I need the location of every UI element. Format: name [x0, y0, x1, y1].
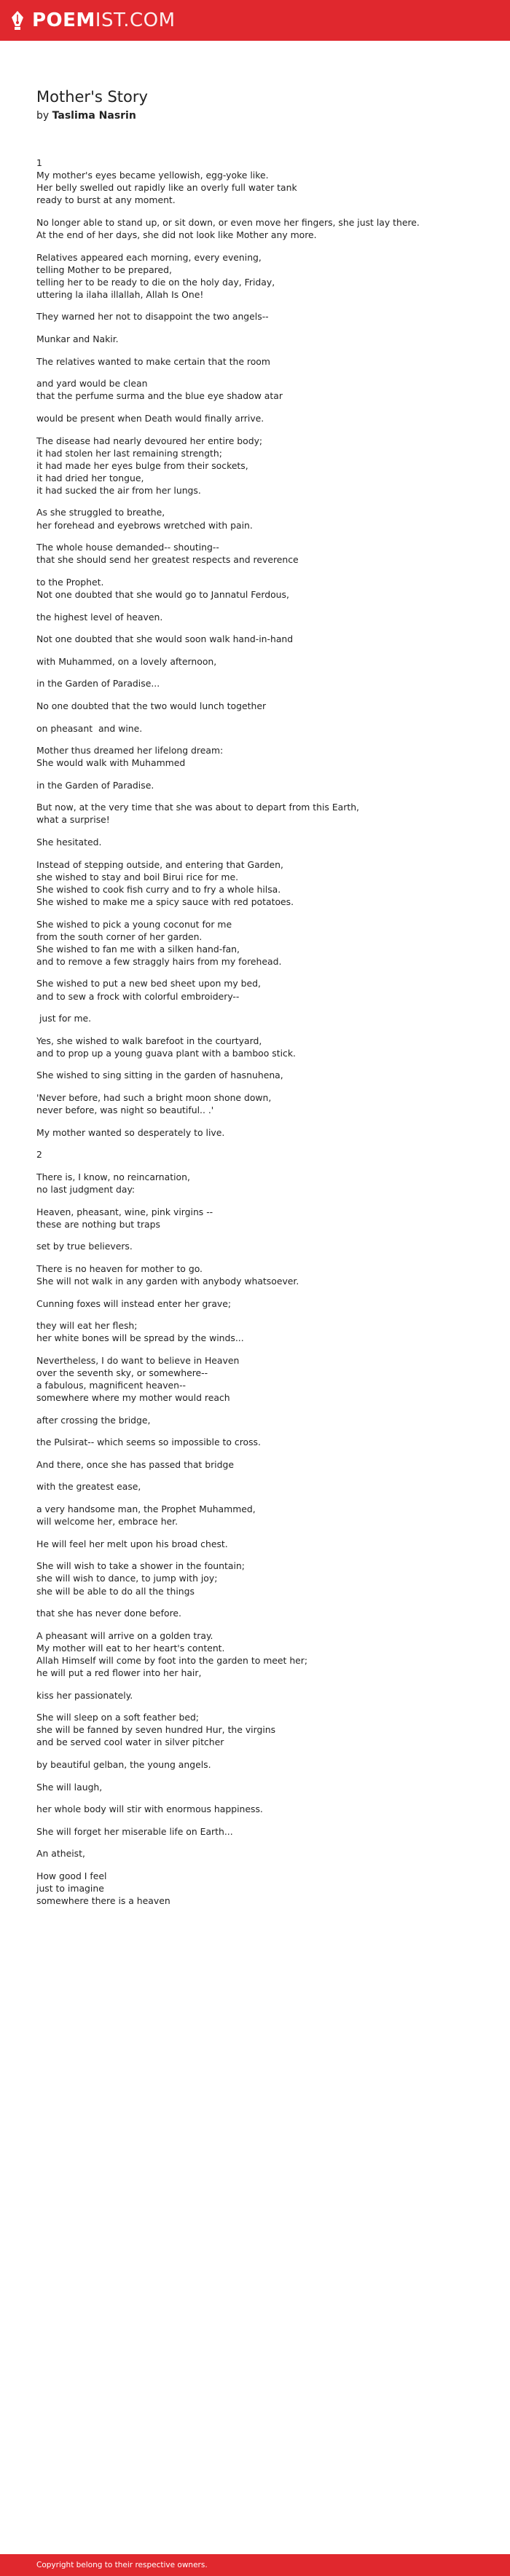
- poem-line: her forehead and eyebrows wretched with pain.: [36, 519, 253, 531]
- poem-line: There is no heaven for mother to go.: [36, 1263, 203, 1274]
- poem-stanza: [36, 1012, 474, 1024]
- logo-light-text: IST.COM: [95, 9, 176, 31]
- poem-line: She wished to cook fish curry and to fry a whole hilsa.: [36, 883, 281, 895]
- poem-line: that she has never done before.: [36, 1608, 181, 1619]
- byline-prefix: by: [36, 110, 50, 122]
- poem-line: never before, was night so beautiful.. .': [36, 1105, 214, 1116]
- poem-stanza: [36, 251, 474, 301]
- poem-stanza: [36, 1263, 474, 1287]
- poem-stanza: [36, 744, 474, 769]
- poem-line: on pheasant and wine.: [36, 722, 143, 734]
- poem-line: Cunning foxes will instead enter her grave;: [36, 1297, 232, 1309]
- poem-stanza: [36, 1297, 474, 1310]
- poem-stanza: [36, 1436, 474, 1448]
- poem-line: But now, at the very time that she was about to depart from this Earth,: [36, 802, 359, 813]
- poem-line: will welcome her, embrace her.: [36, 1516, 178, 1528]
- poem-stanza: [36, 858, 474, 908]
- poem-line: over the seventh sky, or somewhere--: [36, 1367, 208, 1378]
- poem-title: Mother's Story: [36, 88, 148, 106]
- poem-line: She will wish to take a shower in the fountain;: [36, 1560, 245, 1572]
- poem-stanza: [36, 1607, 474, 1619]
- poem-stanza: [36, 1689, 474, 1702]
- poem-line: with Muhammed, on a lovely afternoon,: [36, 655, 217, 667]
- poem-line: she will be able to do all the things: [36, 1585, 195, 1597]
- poem-line: just to imagine: [36, 1883, 104, 1894]
- poem-line: Instead of stepping outside, and entering that Garden,: [36, 858, 283, 870]
- poem-stanza: [36, 1319, 474, 1344]
- poem-stanza: [36, 1148, 474, 1161]
- poem-line: My mother will eat to her heart's content.: [36, 1642, 225, 1654]
- poem-stanza: [36, 1035, 474, 1059]
- poem-stanza: [36, 541, 474, 566]
- poem-line: it had made her eyes bulge from their sockets,: [36, 459, 248, 471]
- poem-stanza: [36, 655, 474, 668]
- poem-line: would be present when Death would finally arrive.: [36, 412, 264, 424]
- poem-stanza: [36, 722, 474, 735]
- poem-line: An atheist,: [36, 1848, 85, 1860]
- poem-stanza: [36, 1711, 474, 1748]
- poem-stanza: [36, 1781, 474, 1793]
- poem-stanza: [36, 633, 474, 645]
- poem-line: How good I feel: [36, 1870, 107, 1881]
- poem-line: no last judgment day:: [36, 1183, 136, 1195]
- poem-line: that the perfume surma and the blue eye shadow atar: [36, 390, 283, 402]
- poem-line: somewhere where my mother would reach: [36, 1392, 230, 1404]
- logo-wordmark: [32, 9, 176, 32]
- poem-line: and to sew a frock with colorful embroidery--: [36, 990, 240, 1002]
- author-link[interactable]: Taslima Nasrin: [52, 110, 136, 122]
- poem-line: it had sucked the air from her lungs.: [36, 484, 201, 496]
- poem-line: to the Prophet.: [36, 576, 104, 588]
- poem-line: kiss her passionately.: [36, 1689, 133, 1701]
- poem-line: telling her to be ready to die on the holy day, Friday,: [36, 276, 275, 288]
- poem-line: She wished to make me a spicy sauce with red potatoes.: [36, 896, 294, 907]
- poem-line: a fabulous, magnificent heaven--: [36, 1379, 186, 1391]
- poem-line: She would walk with Muhammed: [36, 757, 186, 769]
- poem-line: Not one doubted that she would go to Jannatul Ferdous,: [36, 588, 289, 600]
- poem-stanza: [36, 700, 474, 712]
- poem-stanza: [36, 1538, 474, 1550]
- poem-stanza: [36, 1758, 474, 1771]
- poem-line: uttering la ilaha illallah, Allah Is One!: [36, 288, 204, 300]
- poem-line: Nevertheless, I do want to believe in Heaven: [36, 1354, 240, 1366]
- poem-line: No one doubted that the two would lunch together: [36, 700, 267, 711]
- poem-line: what a surprise!: [36, 814, 110, 826]
- poem-stanza: [36, 1480, 474, 1493]
- poem-stanza: [36, 310, 474, 323]
- poem-line: just for me.: [36, 1013, 92, 1024]
- poem-line: she will be fanned by seven hundred Hur, the virgins: [36, 1724, 276, 1736]
- poem-line: set by true believers.: [36, 1241, 133, 1252]
- poem-line: She wished to sing sitting in the garden of hasnuhena,: [36, 1070, 283, 1081]
- poem-stanza: [36, 611, 474, 623]
- site-footer: [0, 2554, 510, 2576]
- poem-stanza: [36, 377, 474, 402]
- poem-line: They warned her not to disappoint the two angels--: [36, 311, 269, 323]
- poem-line: She will laugh,: [36, 1781, 103, 1793]
- poem-line: with the greatest ease,: [36, 1481, 141, 1493]
- poem-line: in the Garden of Paradise.: [36, 779, 154, 791]
- pen-nib-icon: [10, 10, 25, 31]
- poem-stanza: [36, 355, 474, 368]
- poem-line: Allah Himself will come by foot into the garden to meet her;: [36, 1654, 308, 1666]
- poem-stanza: [36, 216, 474, 241]
- poem-stanza: [36, 1069, 474, 1081]
- site-header: [0, 0, 510, 41]
- poem-stanza: [36, 333, 474, 345]
- poem-line: from the south corner of her garden.: [36, 931, 203, 942]
- poem-line: As she struggled to breathe,: [36, 507, 165, 518]
- poem-line: she wished to stay and boil Birui rice for me.: [36, 871, 239, 882]
- poem-line: My mother wanted so desperately to live.: [36, 1126, 225, 1138]
- poem-stanza: [36, 1206, 474, 1230]
- poem-line: it had dried her tongue,: [36, 472, 144, 483]
- poem-line: he will put a red flower into her hair,: [36, 1667, 202, 1678]
- poem-stanza: [36, 1825, 474, 1838]
- poem-stanza: [36, 836, 474, 848]
- poem-line: her whole body will stir with enormous happiness.: [36, 1803, 263, 1815]
- poem-line: it had stolen her last remaining strength;: [36, 447, 222, 459]
- poem-line: a very handsome man, the Prophet Muhammed,: [36, 1504, 256, 1515]
- poem-line: the Pulsirat-- which seems so impossible to cross.: [36, 1437, 261, 1448]
- poem-stanza: [36, 1414, 474, 1426]
- poem-stanza: [36, 1503, 474, 1528]
- poem-line: 'Never before, had such a bright moon shone down,: [36, 1091, 272, 1103]
- poem-stanza: [36, 1847, 474, 1860]
- poem-stanza: [36, 576, 474, 601]
- poem-line: the highest level of heaven.: [36, 611, 163, 623]
- poem-stanza: [36, 1354, 474, 1404]
- poem-line: The whole house demanded-- shouting--: [36, 542, 219, 553]
- poem-line: She wished to pick a young coconut for me: [36, 918, 232, 930]
- poem-line: these are nothing but traps: [36, 1218, 160, 1230]
- poem-stanza: [36, 677, 474, 690]
- poem-line: And there, once she has passed that bridge: [36, 1458, 234, 1470]
- poem-line: 2: [36, 1149, 42, 1161]
- poem-line: and yard would be clean: [36, 378, 148, 390]
- poem-stanza: [36, 435, 474, 497]
- poem-line: He will feel her melt upon his broad chest.: [36, 1538, 228, 1549]
- poem-stanza: [36, 1240, 474, 1252]
- poem-line: and be served cool water in silver pitcher: [36, 1737, 224, 1748]
- poem-line: and to remove a few straggly hairs from my forehead.: [36, 955, 282, 967]
- poem-line: Mother thus dreamed her lifelong dream:: [36, 745, 224, 756]
- poem-line: The relatives wanted to make certain that the room: [36, 355, 270, 367]
- logo-bold-text: POEM: [32, 9, 95, 31]
- poem-line: by beautiful gelban, the young angels.: [36, 1758, 211, 1770]
- poem-line: she will wish to dance, to jump with joy;: [36, 1573, 218, 1584]
- poem-line: Not one doubted that she would soon walk hand-in-hand: [36, 633, 294, 645]
- poem-stanza: [36, 1126, 474, 1139]
- poem-line: her white bones will be spread by the winds...: [36, 1332, 244, 1344]
- poem-line: 1: [36, 157, 42, 168]
- poem-stanza: [36, 1560, 474, 1597]
- poem-stanza: [36, 1091, 474, 1116]
- poem-line: She hesitated.: [36, 837, 102, 848]
- poem-stanza: [36, 918, 474, 968]
- copyright-text: Copyright belong to their respective owners.: [36, 2561, 208, 2569]
- poem-stanza: [36, 506, 474, 531]
- poem-stanza: [36, 1458, 474, 1471]
- poem-line: She will sleep on a soft feather bed;: [36, 1712, 199, 1723]
- poem-line: that she should send her greatest respects and reverence: [36, 554, 299, 566]
- poem-line: She will forget her miserable life on Earth...: [36, 1825, 233, 1837]
- poem-stanza: [36, 157, 474, 206]
- poem-stanza: [36, 412, 474, 424]
- poem-content: [36, 87, 474, 1917]
- poem-line: Her belly swelled out rapidly like an overly full water tank: [36, 182, 297, 194]
- poem-body: [36, 157, 474, 1907]
- poem-line: The disease had nearly devoured her entire body;: [36, 435, 263, 446]
- poem-line: and to prop up a young guava plant with a bamboo stick.: [36, 1047, 296, 1059]
- poem-line: She wished to fan me with a silken hand-fan,: [36, 943, 240, 955]
- byline: [36, 108, 474, 123]
- poem-line: At the end of her days, she did not look like Mother any more.: [36, 229, 317, 240]
- poem-stanza: [36, 1803, 474, 1815]
- poem-line: Heaven, pheasant, wine, pink virgins --: [36, 1206, 213, 1217]
- poem-stanza: [36, 1870, 474, 1907]
- poem-line: after crossing the bridge,: [36, 1414, 151, 1426]
- poem-line: somewhere there is a heaven: [36, 1895, 170, 1907]
- poem-stanza: [36, 1171, 474, 1196]
- poem-line: Relatives appeared each morning, every evening,: [36, 251, 262, 263]
- poem-line: A pheasant will arrive on a golden tray.: [36, 1629, 213, 1641]
- poem-line: No longer able to stand up, or sit down, or even move her fingers, she just lay there.: [36, 216, 420, 228]
- site-logo-link[interactable]: [10, 9, 176, 32]
- poem-line: Munkar and Nakir.: [36, 333, 119, 345]
- poem-line: in the Garden of Paradise...: [36, 678, 160, 690]
- poem-line: telling Mother to be prepared,: [36, 264, 172, 275]
- poem-line: ready to burst at any moment.: [36, 194, 176, 206]
- poem-stanza: [36, 779, 474, 791]
- poem-line: There is, I know, no reincarnation,: [36, 1171, 190, 1182]
- poem-line: She will not walk in any garden with anybody whatsoever.: [36, 1275, 299, 1287]
- poem-line: She wished to put a new bed sheet upon my bed,: [36, 978, 261, 989]
- poem-stanza: [36, 1629, 474, 1679]
- poem-stanza: [36, 977, 474, 1002]
- poem-line: My mother's eyes became yellowish, egg-yoke like.: [36, 170, 269, 181]
- poem-line: they will eat her flesh;: [36, 1320, 138, 1332]
- poem-line: Yes, she wished to walk barefoot in the courtyard,: [36, 1035, 262, 1046]
- poem-stanza: [36, 801, 474, 826]
